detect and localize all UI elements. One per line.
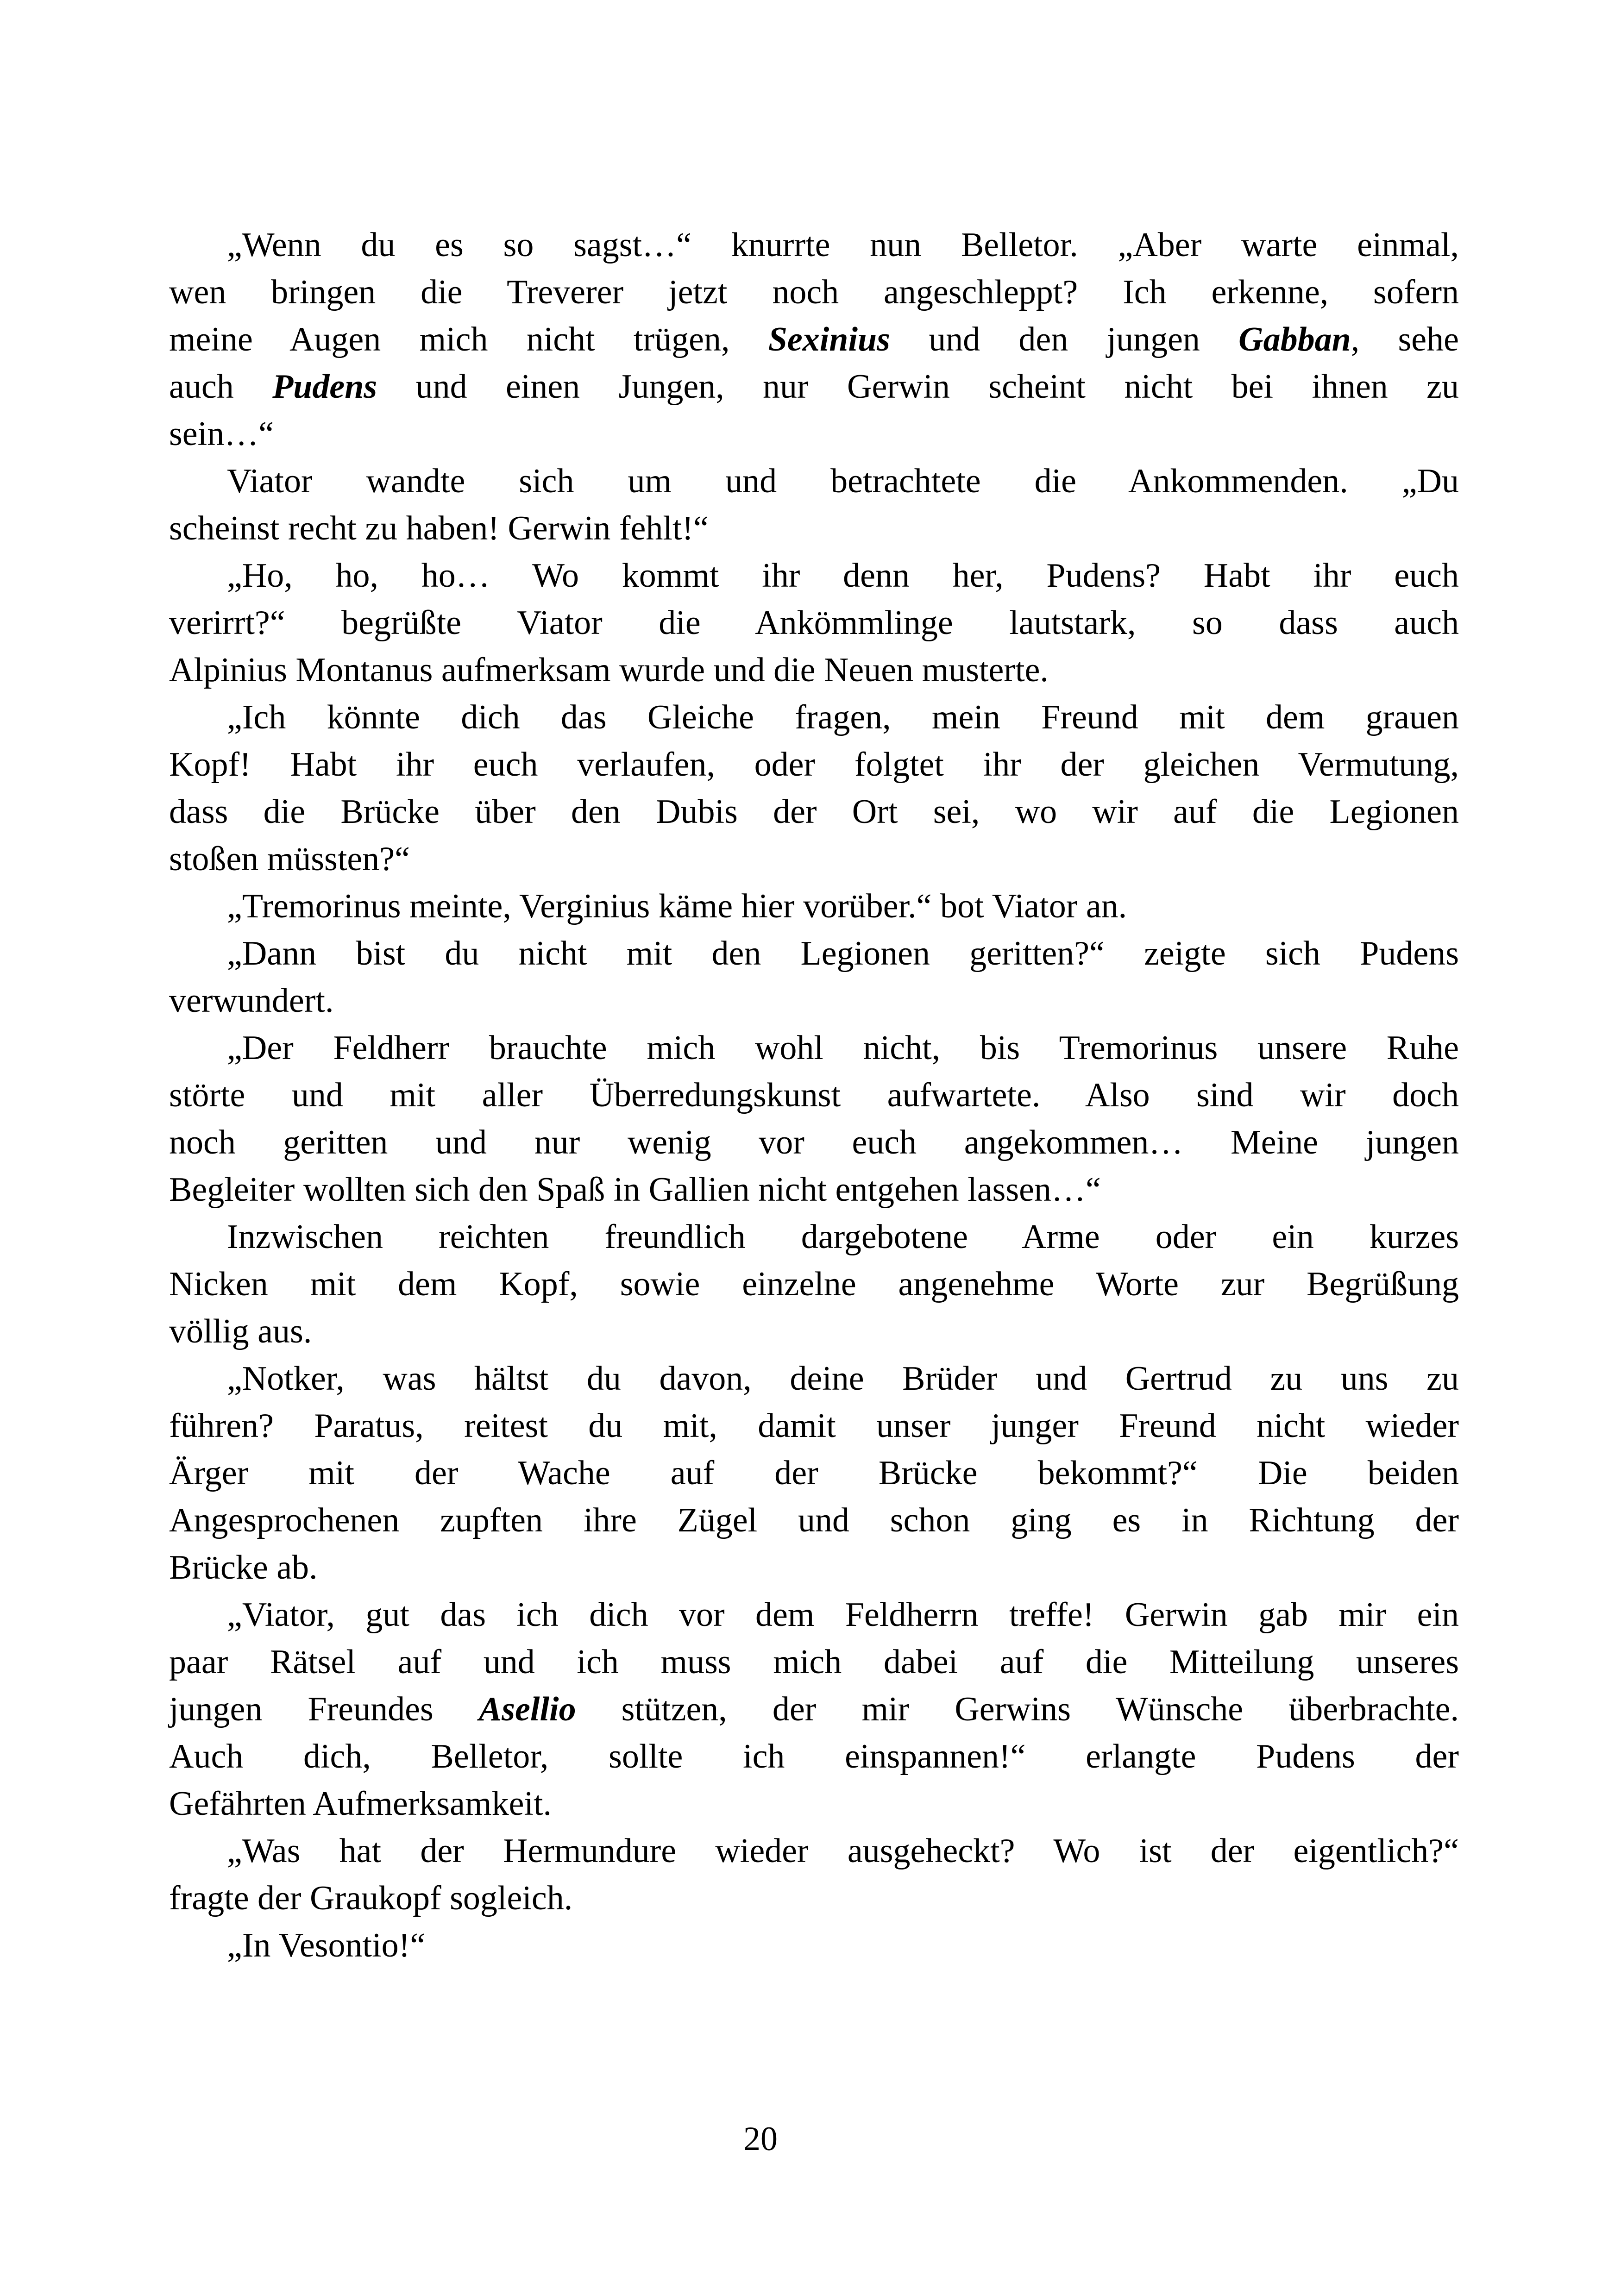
text-line: Begleiter wollten sich den Spaß in Gallien nicht entgehen lassen…“ [169,1171,1101,1209]
text-line: fragte der Graukopf sogleich. [169,1879,573,1917]
text-line: wen bringen die Treverer jetzt noch angeschleppt? Ich erkenne, sofern [169,273,1459,311]
paragraph [169,458,1459,552]
text-line: Inzwischen reichten freundlich dargebotene Arme oder ein kurzes [227,1218,1459,1256]
text-line: „Der Feldherr brauchte mich wohl nicht, bis Tremorinus unsere Ruhe [227,1029,1459,1067]
text-line: Auch dich, Belletor, sollte ich einspannen!“ erlangte Pudens der [169,1738,1459,1775]
text-line: „In Vesontio!“ [227,1926,426,1964]
text-line: Brücke ab. [169,1549,318,1587]
text-line: störte und mit aller Überredungskunst aufwartete. Also sind wir doch [169,1076,1459,1114]
text-line: meine Augen mich nicht trügen, Sexinius und den jungen Gabban, sehe [169,320,1459,358]
paragraph [169,1827,1459,1922]
paragraph [169,552,1459,694]
paragraph [169,1922,1459,1969]
text-line: dass die Brücke über den Dubis der Ort sei, wo wir auf die Legionen [169,793,1459,831]
text-line: Kopf! Habt ihr euch verlaufen, oder folgtet ihr der gleichen Vermutung, [169,746,1459,784]
text-line: auch Pudens und einen Jungen, nur Gerwin scheint nicht bei ihnen zu [169,368,1459,406]
text-line: verirrt?“ begrüßte Viator die Ankömmlinge lautstark, so dass auch [169,604,1459,642]
page-number-footer [743,2115,778,2163]
text-line: „Ich könnte dich das Gleiche fragen, mein Freund mit dem grauen [227,698,1459,736]
character-name-emphasis: Pudens [272,368,377,406]
paragraph [169,221,1459,458]
character-name-emphasis: Sexinius [768,320,890,358]
character-name-emphasis: Asellio [478,1690,576,1728]
paragraph [169,1213,1459,1355]
text-line: stoßen müssten?“ [169,840,410,878]
text-line: paar Rätsel auf und ich muss mich dabei auf die Mitteilung unseres [169,1643,1459,1681]
text-line: Ärger mit der Wache auf der Brücke bekommt?“ Die beiden [169,1454,1459,1492]
page-number-value: 20 [743,2120,778,2158]
text-line: Gefährten Aufmerksamkeit. [169,1785,552,1823]
text-line: noch geritten und nur wenig vor euch angekommen… Meine jungen [169,1123,1459,1161]
text-line: Angesprochenen zupften ihre Zügel und schon ging es in Richtung der [169,1501,1459,1539]
text-line: „Tremorinus meinte, Verginius käme hier vorüber.“ bot Viator an. [227,887,1127,925]
text-line: „Was hat der Hermundure wieder ausgeheckt? Wo ist der eigentlich?“ [227,1832,1459,1870]
paragraph [169,883,1459,930]
character-name-emphasis: Gabban [1238,320,1351,358]
text-line: völlig aus. [169,1312,312,1350]
text-line: Viator wandte sich um und betrachtete die Ankommenden. „Du [227,462,1459,500]
paragraph [169,1024,1459,1213]
page-text-block [169,221,1459,1969]
paragraph [169,930,1459,1024]
text-line: „Wenn du es so sagst…“ knurrte nun Belletor. „Aber warte einmal, [227,226,1459,264]
text-line: scheinst recht zu haben! Gerwin fehlt!“ [169,509,709,547]
text-line: verwundert. [169,982,334,1020]
text-line: „Ho, ho, ho… Wo kommt ihr denn her, Pudens? Habt ihr euch [227,557,1459,595]
text-line: „Viator, gut das ich dich vor dem Feldherrn treffe! Gerwin gab mir ein [227,1596,1459,1634]
text-line: sein…“ [169,415,274,453]
text-line: jungen Freundes Asellio stützen, der mir Gerwins Wünsche überbrachte. [169,1690,1459,1728]
text-line: Alpinius Montanus aufmerksam wurde und die Neuen musterte. [169,651,1049,689]
text-line: Nicken mit dem Kopf, sowie einzelne angenehme Worte zur Begrüßung [169,1265,1459,1303]
paragraph [169,1355,1459,1591]
text-line: „Dann bist du nicht mit den Legionen geritten?“ zeigte sich Pudens [227,935,1459,972]
paragraph [169,694,1459,883]
text-line: führen? Paratus, reitest du mit, damit unser junger Freund nicht wieder [169,1407,1459,1445]
paragraph [169,1591,1459,1827]
text-line: „Notker, was hältst du davon, deine Brüder und Gertrud zu uns zu [227,1360,1459,1398]
